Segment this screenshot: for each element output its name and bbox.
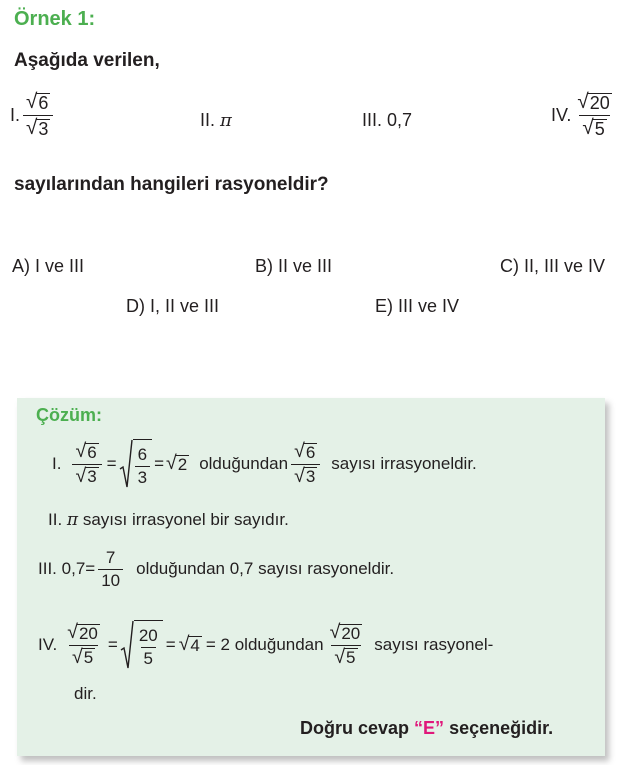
step-iv-continuation: dir. xyxy=(74,684,97,703)
item-iii xyxy=(362,110,412,131)
item-ii-roman: II. xyxy=(200,110,216,130)
option-b[interactable]: B) II ve III xyxy=(255,256,333,276)
step-i-bigsqrt: $\frac{6}{3}$ xyxy=(119,439,152,489)
solution-title: Çözüm: xyxy=(36,405,102,425)
item-iv-fraction xyxy=(574,92,614,138)
sqrt-icon: √ 6 xyxy=(26,90,49,113)
sqrt-icon: √ 20 xyxy=(577,90,610,113)
item-ii xyxy=(200,110,232,131)
item-i xyxy=(10,92,56,138)
item-iii-roman: III. xyxy=(362,110,383,130)
item-iv-roman: IV. xyxy=(551,104,572,125)
step-i-frac2: √ 6 √ 3 xyxy=(291,442,320,486)
step-i-frac1: √ 6 √ 3 xyxy=(72,442,101,486)
step-iv-bigsqrt: $\frac{20}{5}$ xyxy=(120,620,163,670)
answer-letter: “E” xyxy=(414,718,445,738)
item-iii-value: 0,7 xyxy=(387,110,413,130)
step-iv-frac1: √ 20 √ 5 xyxy=(67,620,98,668)
solution-step-iii: III. 0,7= $\frac{7}{10}$ olduğundan 0,7 sayısı rasyoneldir. xyxy=(38,548,395,590)
solution-step-ii: II. π sayısı irrasyonel bir sayıdır. xyxy=(48,510,289,530)
item-i-roman: I. xyxy=(10,104,21,125)
sqrt-icon: √ 3 xyxy=(26,115,49,139)
item-i-fraction xyxy=(23,92,53,138)
question-text: sayılarından hangileri rasyoneldir? xyxy=(14,174,329,195)
option-d[interactable]: D) I, II ve III xyxy=(126,296,220,316)
sqrt-icon: √ 5 xyxy=(582,115,605,139)
answer-line: Doğru cevap “E” seçeneğidir. xyxy=(300,718,554,738)
example-title: Örnek 1: xyxy=(14,8,96,30)
intro-text: Aşağıda verilen, xyxy=(14,50,160,71)
solution-step-iv: IV. √ 20 √ 5 = $\frac{20}{5}$ = √ 4 = 2 olduğundan √ 20 √ 5 sayısı rasyonel- xyxy=(38,620,493,670)
option-a[interactable]: A) I ve III xyxy=(12,256,85,276)
step-iv-frac2: √ 20 √ 5 xyxy=(329,620,361,668)
option-e[interactable]: E) III ve IV xyxy=(375,296,460,316)
item-ii-value: π xyxy=(220,110,232,131)
solution-step-i: I. √ 6 √ 3 = $\frac{6}{3}$ = √ 2 olduğundan √ 6 √ 3 sayısı irrasyoneldir. xyxy=(52,439,477,489)
option-c[interactable]: C) II, III ve IV xyxy=(500,256,606,276)
step-i-roman: I. xyxy=(52,454,62,473)
item-iv xyxy=(551,92,618,138)
step-iii-frac: $\frac{7}{10}$ xyxy=(98,549,123,590)
